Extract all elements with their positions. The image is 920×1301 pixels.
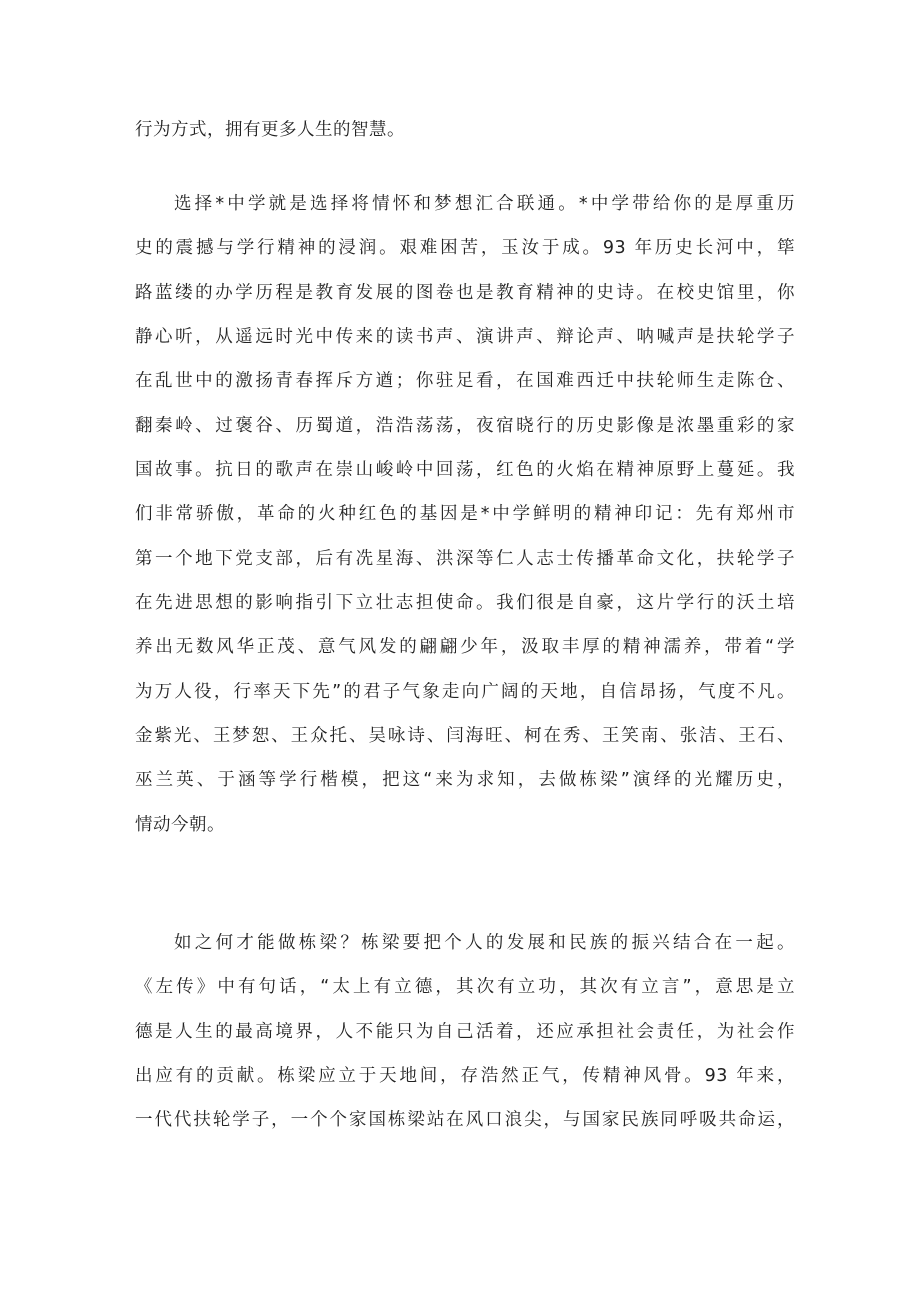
paragraph-2-line-12: 为万人役，行率天下先”的君子气象走向广阔的天地，自信昂扬，气度不凡。: [135, 682, 795, 702]
paragraph-2-line-2: 史的震撼与学行精神的浸润。艰难困苦，玉汝于成。93 年历史长河中，筚: [135, 238, 795, 258]
paragraph-2-line-9: 第一个地下党支部，后有冼星海、洪深等仁人志士传播革命文化，扶轮学子: [135, 549, 795, 569]
paragraph-3-line-3: 德是人生的最高境界，人不能只为自己活着，还应承担社会责任，为社会作: [135, 1022, 795, 1042]
paragraph-2-line-3: 路蓝缕的办学历程是教育发展的图卷也是教育精神的史诗。在校史馆里，你: [135, 283, 795, 303]
paragraph-2-line-13: 金紫光、王梦恕、王众托、吴咏诗、闫海旺、柯在秀、王笑南、张洁、王石、: [135, 726, 795, 746]
paragraph-2-line-14: 巫兰英、于涵等学行楷模，把这“来为求知，去做栋梁”演绎的光耀历史，: [135, 770, 795, 790]
paragraph-2-line-7: 国故事。抗日的歌声在崇山峻岭中回荡，红色的火焰在精神原野上蔓延。我: [135, 460, 795, 480]
paragraph-3-line-1: 如之何才能做栋梁？栋梁要把个人的发展和民族的振兴结合在一起。: [174, 933, 795, 953]
paragraph-2-line-5: 在乱世中的激扬青春挥斥方遒；你驻足看，在国难西迁中扶轮师生走陈仓、: [135, 371, 795, 391]
paragraph-2-line-8: 们非常骄傲，革命的火种红色的基因是*中学鲜明的精神印记：先有郑州市: [135, 504, 795, 524]
paragraph-2-line-6: 翻秦岭、过褒谷、历蜀道，浩浩荡荡，夜宿晓行的历史影像是浓墨重彩的家: [135, 416, 795, 436]
paragraph-2-line-11: 养出无数风华正茂、意气风发的翩翩少年，汲取丰厚的精神濡养，带着“学: [135, 637, 795, 657]
paragraph-2-line-15: 情动今朝。: [135, 815, 225, 835]
paragraph-3-line-2: 《左传》中有句话，“太上有立德，其次有立功，其次有立言”，意思是立: [135, 977, 795, 997]
paragraph-2-line-10: 在先进思想的影响指引下立壮志担使命。我们很是自豪，这片学行的沃土培: [135, 593, 795, 613]
paragraph-2-line-4: 静心听，从遥远时光中传来的读书声、演讲声、辩论声、呐喊声是扶轮学子: [135, 327, 795, 347]
paragraph-3-line-4: 出应有的贡献。栋梁应立于天地间，存浩然正气，传精神风骨。93 年来，: [135, 1066, 795, 1086]
paragraph-1-line-1: 行为方式，拥有更多人生的智慧。: [135, 120, 405, 140]
paragraph-3-line-5: 一代代扶轮学子，一个个家国栋梁站在风口浪尖，与国家民族同呼吸共命运，: [135, 1110, 795, 1130]
paragraph-2-line-1: 选择*中学就是选择将情怀和梦想汇合联通。*中学带给你的是厚重历: [174, 194, 795, 214]
